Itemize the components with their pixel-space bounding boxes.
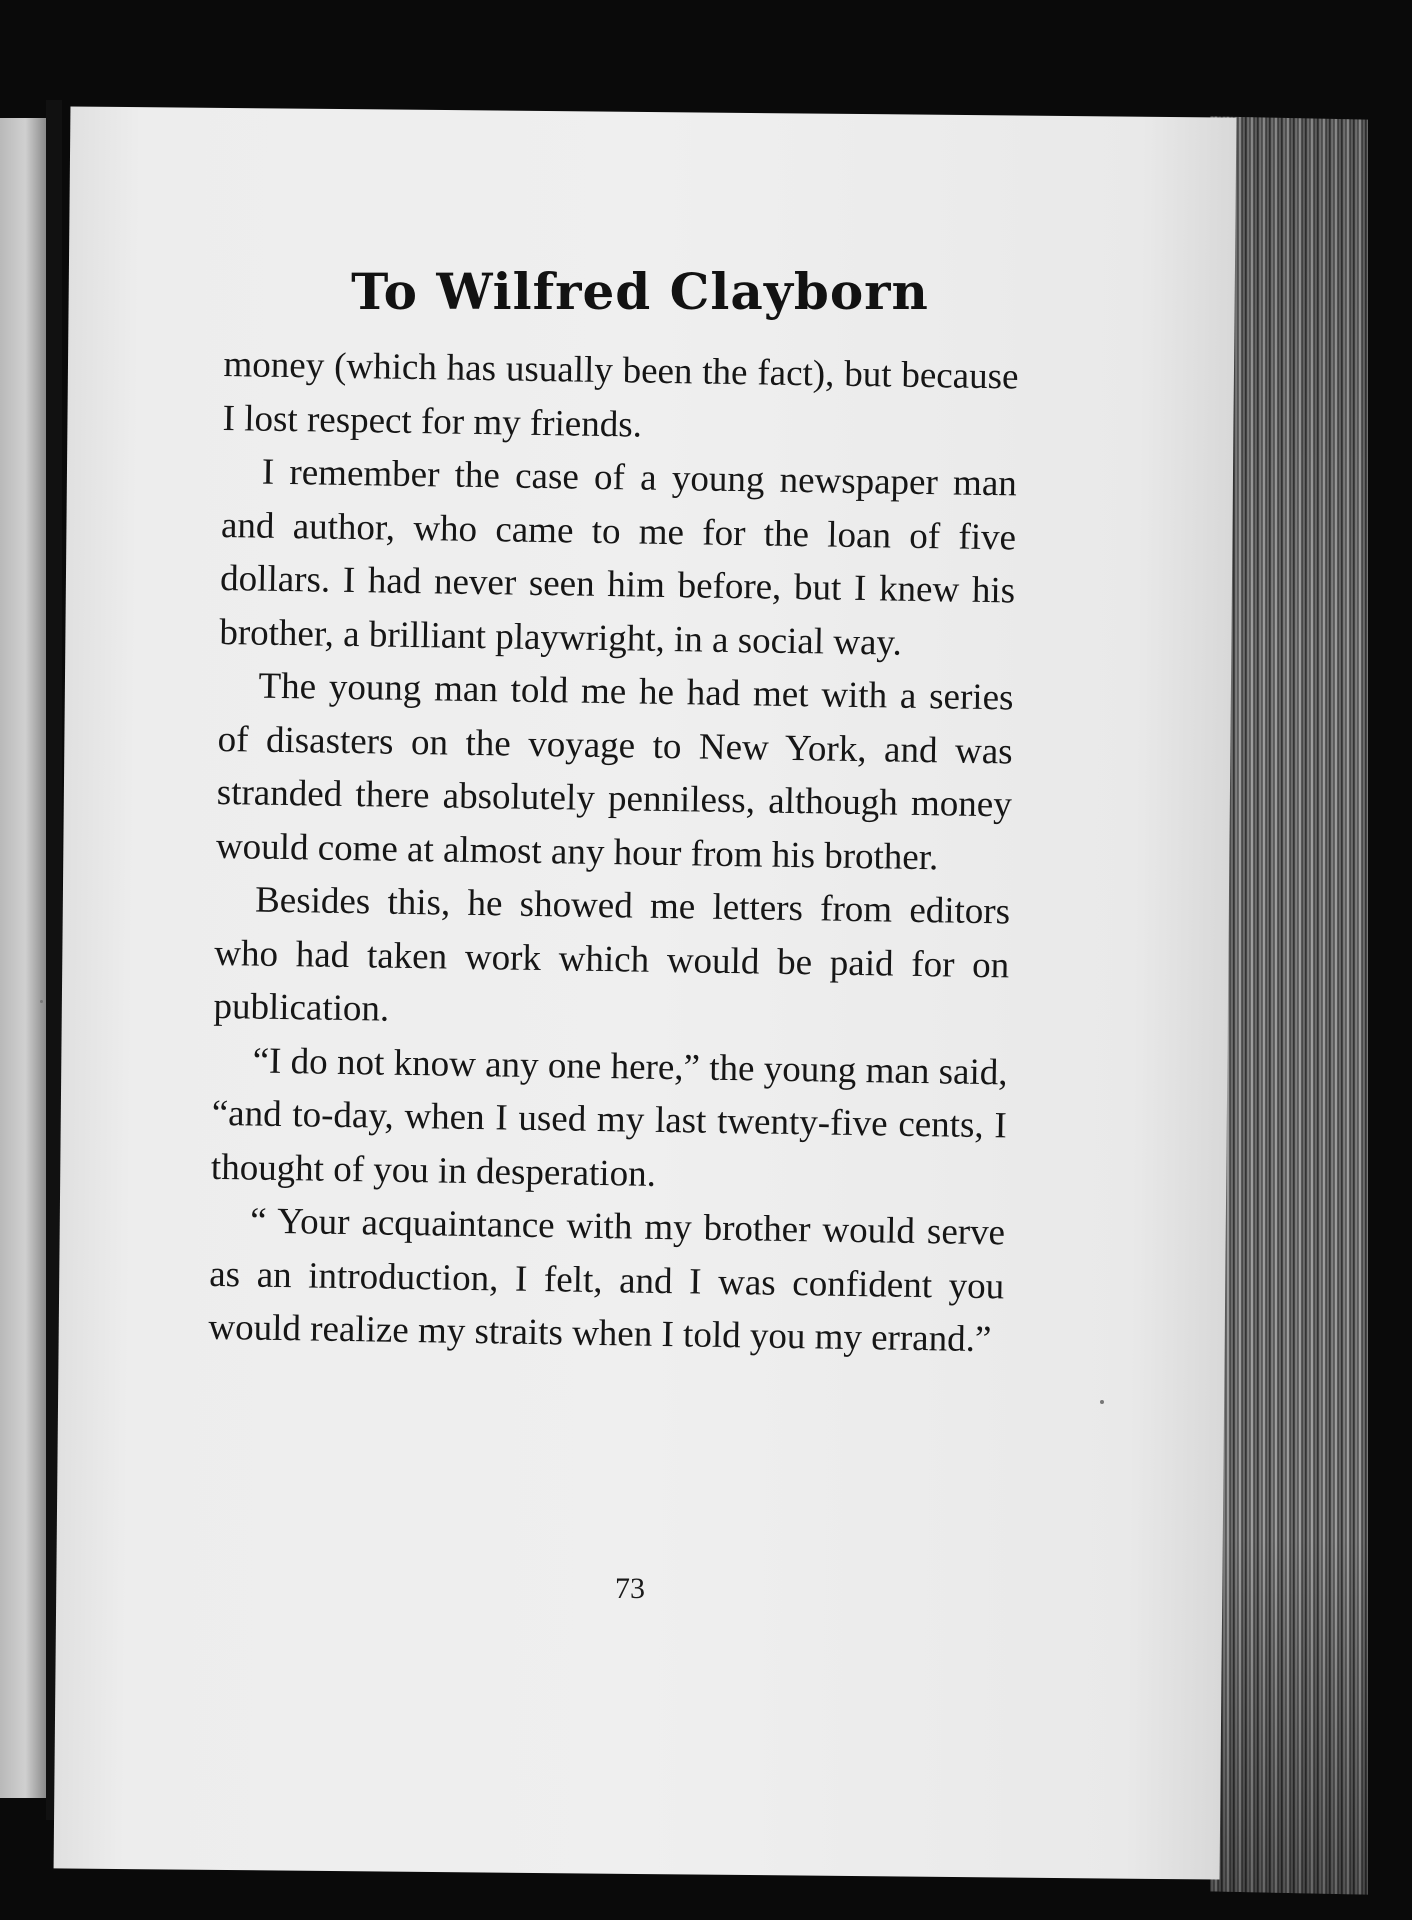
page-number: 73: [615, 1572, 645, 1605]
paragraph: “I do not know any one here,” the young man said, “and to-day, when I used my last twenty-five cents, I thought of you in desperation.: [210, 1040, 1008, 1195]
paper-speck: [40, 1000, 43, 1003]
facing-page-edge: [0, 118, 46, 1798]
body-text: [208, 338, 1019, 1367]
paper-speck: [1100, 1400, 1104, 1404]
paragraph: money (which has usually been the fact), but because I lost respect for my friends.: [222, 343, 1019, 446]
paragraph: I remember the case of a young newspaper man and author, who came to me for the loan of five dollars. I had never seen him before, but I knew his brother, a brilliant playwright, in a social way.: [219, 451, 1018, 664]
paragraph: “ Your acquaintance with my brother would serve as an introduction, I felt, and I was confident you would realize my straits when I told you my errand.”: [208, 1200, 1006, 1361]
paragraph: Besides this, he showed me letters from editors who had taken work which would be paid for on publication.: [213, 879, 1011, 1030]
running-title: To Wilfred Clayborn: [351, 262, 929, 321]
paragraph: The young man told me he had met with a series of disasters on the voyage to New York, and was stranded there absolutely penniless, although money would come at almost any hour from his brother.: [215, 665, 1014, 878]
